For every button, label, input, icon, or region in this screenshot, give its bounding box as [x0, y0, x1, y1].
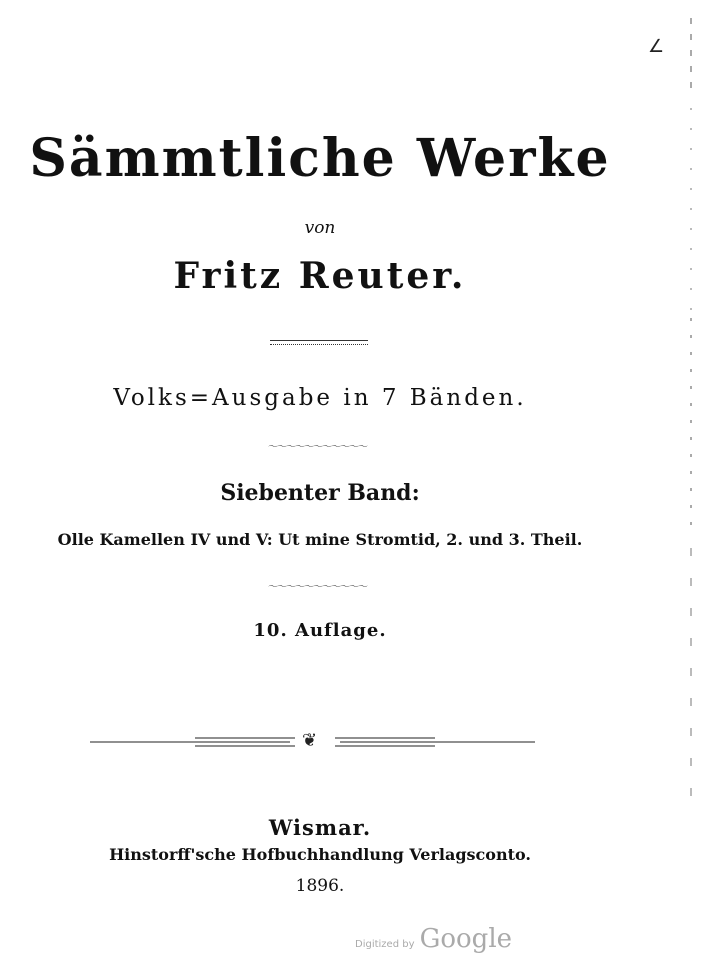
- watermark-prefix: Digitized by: [355, 939, 415, 950]
- edition-line: Volks=Ausgabe in 7 Bänden.: [113, 385, 527, 411]
- book-title: Sämmtliche Werke: [29, 128, 611, 189]
- volume-heading: Siebenter Band:: [220, 480, 420, 506]
- google-watermark: [355, 924, 512, 954]
- divider-rule: [270, 340, 368, 341]
- watermark-brand: Google: [419, 924, 513, 954]
- page-marker: ∠: [648, 36, 665, 57]
- ornament-icon: ❦: [302, 730, 318, 751]
- by-label: von: [304, 218, 336, 238]
- edition-number: 10. Auflage.: [253, 620, 387, 641]
- publication-place: Wismar.: [268, 815, 372, 840]
- wavy-divider: 〜〜〜〜〜〜〜〜〜〜〜: [268, 582, 367, 593]
- page-edge-marks: [688, 18, 694, 818]
- volume-contents: Olle Kamellen IV und V: Ut mine Stromtid, 2. und 3. Theil.: [57, 530, 583, 549]
- ornamental-rule: [90, 732, 540, 752]
- author-name: Fritz Reuter.: [173, 255, 467, 297]
- publisher: Hinstorff'sche Hofbuchhandlung Verlagsconto.: [109, 845, 531, 864]
- wavy-divider: 〜〜〜〜〜〜〜〜〜〜〜: [268, 442, 367, 453]
- divider-rule: [270, 344, 368, 345]
- publication-year: 1896.: [295, 876, 345, 896]
